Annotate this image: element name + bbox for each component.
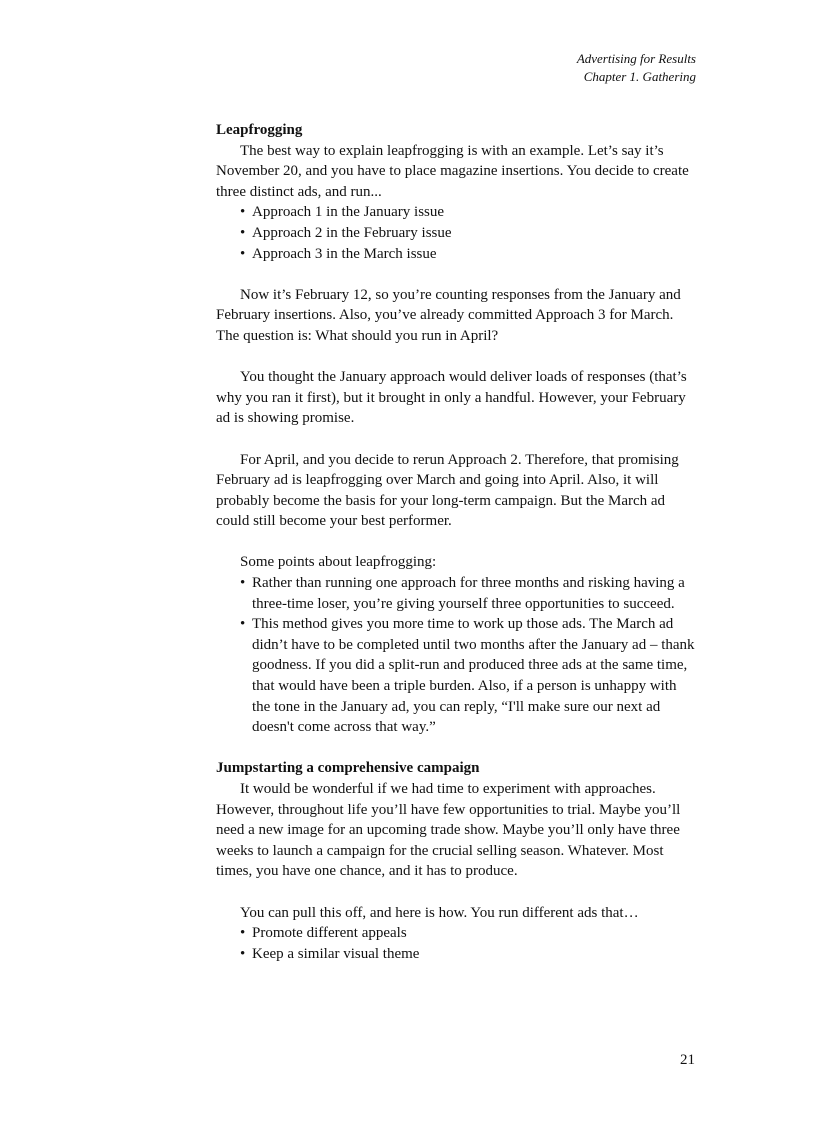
bullet-icon: •: [240, 616, 246, 633]
running-header: [577, 50, 696, 86]
bullet-icon: •: [240, 925, 246, 942]
section-heading-jumpstarting: Jumpstarting a comprehensive campaign: [216, 760, 480, 777]
points-list-1: [216, 573, 696, 614]
points-list-2: [216, 614, 696, 738]
list-item: • Approach 2 in the February issue: [240, 223, 696, 244]
list-item: • Promote different appeals: [240, 923, 696, 944]
list-item: • Approach 3 in the March issue: [240, 244, 696, 265]
bullet-icon: •: [240, 224, 246, 241]
points-intro: Some points about leapfrogging:: [240, 554, 437, 571]
bullet-icon: •: [240, 945, 246, 962]
jumpstarting-para-2: You can pull this off, and here is how. You run different ads that…: [240, 904, 639, 921]
body-content: [216, 120, 696, 964]
bullet-icon: •: [240, 245, 246, 262]
list-item: • This method gives you more time to work up those ads. The March ad didn’t have to be completed until two months after the January ad – thank goodness. If you did a split-run and produced three ads at the same time, that would have been a triple burden. Also, if a person is unhappy with the tone in the January ad, you can reply, “I'll make sure our next ad doesn't come across that way.”: [240, 616, 695, 736]
list-item: • Rather than running one approach for three months and risking having a three-time loser, you’re giving yourself three opportunities to succeed.: [240, 575, 685, 612]
list-item: • Keep a similar visual theme: [240, 944, 696, 965]
bullet-icon: •: [240, 575, 246, 592]
page-number: 21: [680, 1052, 695, 1068]
leapfrogging-para-3: You thought the January approach would deliver loads of responses (that’s why you ran it first), but it brought in only a handful. However, your February ad is showing promise.: [216, 369, 687, 427]
appeals-list: [216, 923, 696, 964]
chapter-title: Chapter 1. Gathering: [583, 69, 696, 84]
list-item: • Approach 1 in the January issue: [240, 202, 696, 223]
section-heading-leapfrogging: Leapfrogging: [216, 122, 303, 138]
leapfrogging-intro: The best way to explain leapfrogging is with an example. Let’s say it’s November 20, and you have to place magazine insertions. You decide to create three distinct ads, and run...: [216, 142, 689, 200]
approaches-list: [216, 202, 696, 264]
book-title: Advertising for Results: [576, 51, 696, 66]
leapfrogging-para-2: Now it’s February 12, so you’re counting responses from the January and February insertions. Also, you’ve already committed Approach 3 for March. The question is: What should you run in April?: [216, 286, 681, 344]
jumpstarting-para-1: It would be wonderful if we had time to experiment with approaches. However, throughout life you’ll have few opportunities to trial. Maybe you’ll need a new image for an upcoming trade show. Maybe you’ll only have three weeks to launch a campaign for the crucial selling season. Whatever. Most times, you have one chance, and it has to produce.: [216, 781, 681, 880]
leapfrogging-para-4: For April, and you decide to rerun Approach 2. Therefore, that promising February ad is leapfrogging over March and going into April. Also, it will probably become the basis for your long-term campaign. But the March ad could still become your best performer.: [216, 451, 679, 530]
bullet-icon: •: [240, 204, 246, 221]
